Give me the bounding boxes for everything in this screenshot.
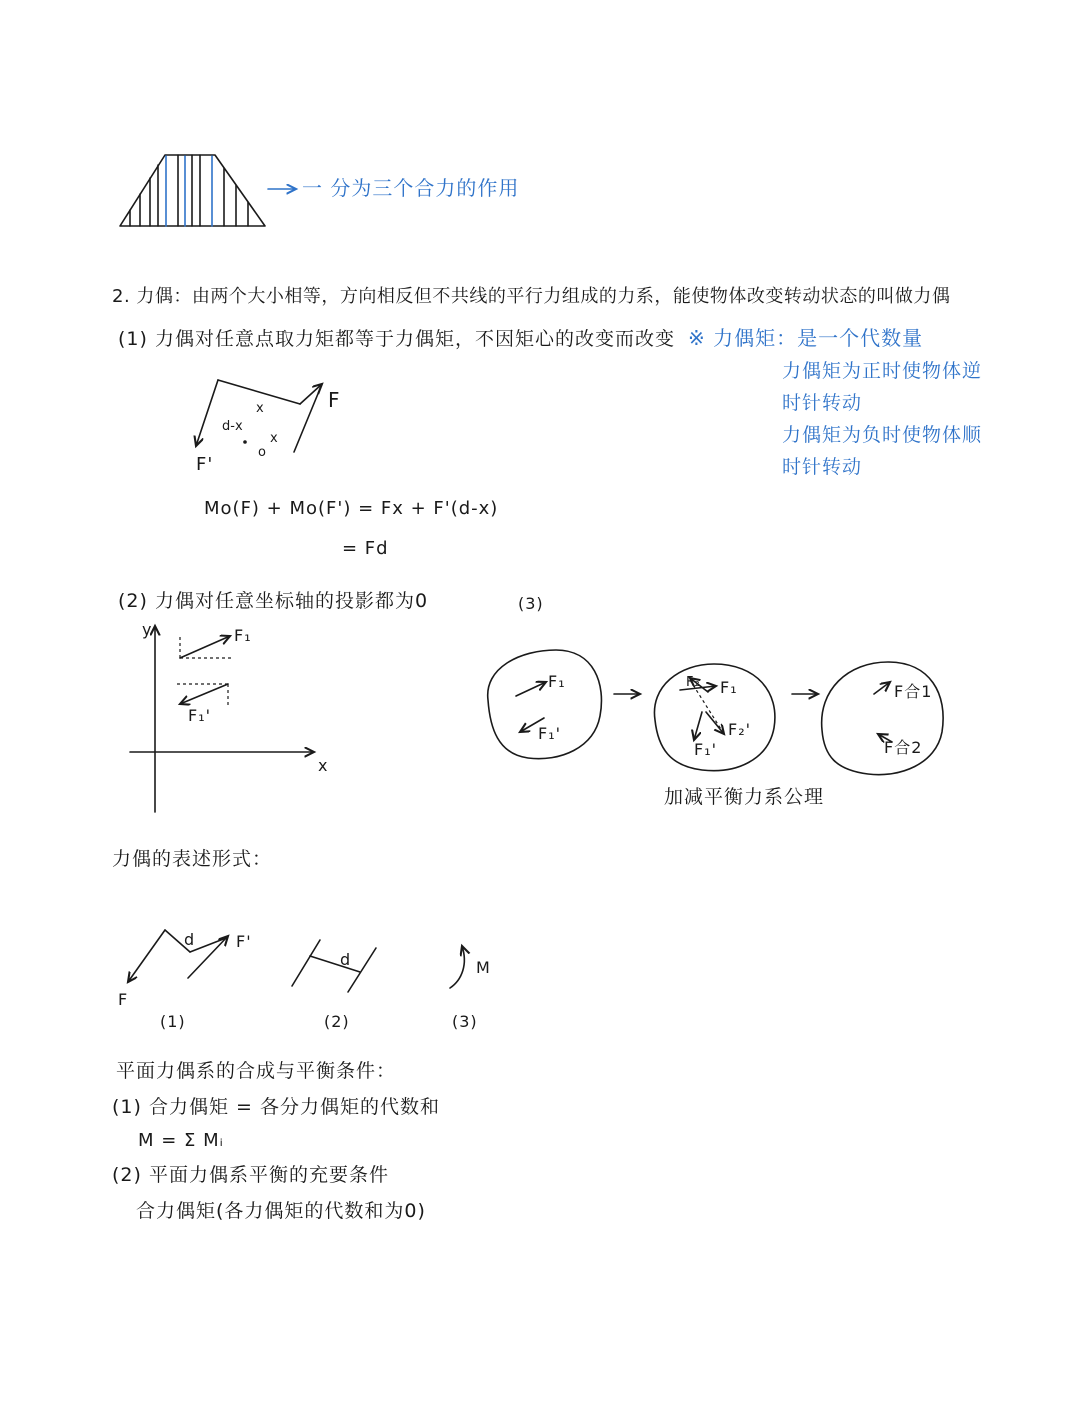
blob3-Fhe1: F合1: [894, 682, 933, 701]
axis-x-label: x: [318, 756, 329, 775]
label-F: F: [328, 388, 341, 412]
couple-property-2: (2) 力偶对任意坐标轴的投影都为0: [118, 590, 429, 612]
side-note-line2: 时针转动: [782, 392, 863, 414]
projection-axes-diagram: [130, 626, 314, 812]
form2-number: (2): [324, 1012, 350, 1031]
label-o: o: [258, 445, 266, 460]
plane-point-2: (2) 平面力偶系平衡的充要条件: [112, 1164, 389, 1186]
blob3-Fhe2: F合2: [884, 738, 923, 757]
couple-definition: 2. 力偶：由两个大小相等，方向相反但不共线的平行力组成的力系，能使物体改变转动状态的叫做力偶: [112, 286, 951, 307]
plane-point-1: (1) 合力偶矩 = 各分力偶矩的代数和: [112, 1096, 440, 1118]
blob1-F1-prime: F₁': [538, 724, 562, 743]
couple-forms-diagrams: [128, 930, 464, 992]
couple-moment-diagram: [196, 380, 322, 452]
F1-label: F₁: [234, 626, 252, 645]
axis-y-label: y: [142, 620, 153, 639]
side-note-line4: 时针转动: [782, 456, 863, 478]
plane-title: 平面力偶系的合成与平衡条件：: [116, 1060, 397, 1082]
side-note-title: ※ 力偶矩：是一个代数量: [688, 326, 924, 350]
blob2-F1: F₁: [720, 678, 738, 697]
forms-title: 力偶的表述形式：: [112, 848, 273, 870]
blob1-F1: F₁: [548, 672, 566, 691]
plane-equation: M = Σ Mᵢ: [138, 1130, 224, 1151]
equation-1: Mo(F) + Mo(F') = Fx + F'(d-x): [204, 498, 499, 519]
form1-F: F: [118, 990, 129, 1009]
label-x2: x: [270, 431, 278, 446]
side-note-line1: 力偶矩为正时使物体逆: [782, 360, 983, 382]
form1-number: (1): [160, 1012, 186, 1031]
trapezoid-load-diagram: [120, 155, 296, 226]
couple-property-1: (1) 力偶对任意点取力矩都等于力偶矩，不因矩心的改变而改变: [118, 328, 675, 350]
plane-point-2-detail: 合力偶矩(各力偶矩的代数和为0): [136, 1200, 426, 1222]
couple-property-3: (3): [518, 594, 544, 613]
equilibrium-axiom-caption: 加减平衡力系公理: [664, 786, 825, 808]
label-d-minus-x: d-x: [222, 419, 243, 434]
blob2-F1-prime: F₁': [694, 740, 718, 759]
blob2-F2: F₂: [686, 675, 701, 690]
equation-2: = Fd: [342, 538, 389, 559]
trapezoid-note: 一 分为三个合力的作用: [302, 176, 520, 200]
label-F-prime: F': [196, 454, 214, 475]
form3-number: (3): [452, 1012, 478, 1031]
form2-d: d: [340, 950, 352, 969]
label-x: x: [256, 401, 264, 416]
side-note-line3: 力偶矩为负时使物体顺: [782, 424, 983, 446]
blob2-F2-prime: F₂': [728, 720, 752, 739]
form1-d: d: [184, 930, 196, 949]
F1-prime-label: F₁': [188, 706, 212, 725]
form3-M: M: [476, 958, 491, 977]
form1-F-prime: F': [236, 932, 252, 951]
